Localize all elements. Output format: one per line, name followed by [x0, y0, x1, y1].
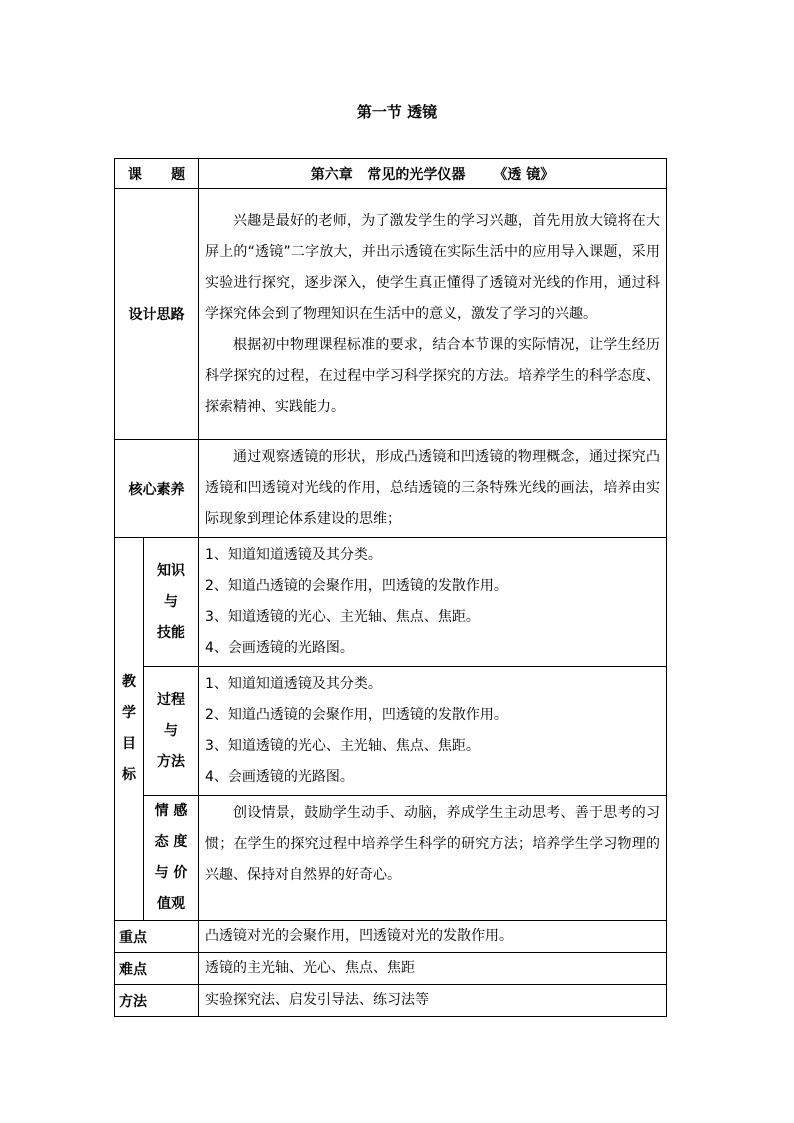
difficulty-row — [115, 953, 667, 985]
list-item: 2、知道凸透镜的会聚作用，凹透镜的发散作用。 — [205, 578, 508, 594]
difficulty-label: 难点 — [115, 953, 199, 985]
design-text — [199, 189, 667, 440]
process-label-line: 与 — [164, 722, 178, 739]
process-label-line: 方法 — [157, 753, 185, 770]
list-item: 1、知道知道透镜及其分类。 — [205, 547, 382, 563]
page-title: 第一节 透镜 — [356, 103, 438, 121]
design-label: 设计思路 — [115, 189, 199, 440]
core-row — [115, 440, 667, 538]
goals-label-char: 教 — [122, 674, 136, 690]
method-label: 方法 — [115, 985, 199, 1017]
attitude-text — [199, 796, 667, 921]
attitude-label — [144, 796, 199, 921]
process-label — [144, 667, 199, 796]
topic-label: 课 题 — [115, 159, 199, 189]
goals-label — [115, 538, 144, 921]
knowledge-label-line: 技能 — [157, 624, 185, 641]
core-paragraph: 通过观察透镜的形状，形成凸透镜和凹透镜的物理概念，通过探究凸透镜和凹透镜对光线的作用，总结透镜的三条特殊光线的画法，培养由实际现象到理论体系建设的思维； — [205, 449, 660, 527]
list-item: 3、知道透镜的光心、主光轴、焦点、焦距。 — [205, 609, 480, 625]
attitude-label-line: 与 价 — [154, 865, 188, 881]
attitude-row — [115, 796, 667, 921]
knowledge-label-line: 与 — [164, 593, 178, 610]
key-text: 凸透镜对光的会聚作用，凹透镜对光的发散作用。 — [199, 921, 667, 953]
process-list — [199, 667, 667, 796]
list-item: 4、会画透镜的光路图。 — [205, 769, 354, 785]
design-paragraph-2: 根据初中物理课程标准的要求，结合本节课的实际情况，让学生经历科学探究的过程，在过程中学习科学探究的方法。培养学生的科学态度、探索精神、实践能力。 — [205, 336, 660, 415]
design-paragraph-1: 兴趣是最好的老师，为了激发学生的学习兴趣，首先用放大镜将在大屏上的“透镜”二字放大，并出示透镜在实际生活中的应用导入课题，采用实验进行探究，逐步深入，使学生真正懂得了透镜对光线的作用，通过科学探究体会到了物理知识在生活中的意义，激发了学习的兴趣。 — [205, 212, 660, 322]
list-item: 2、知道凸透镜的会聚作用，凹透镜的发散作用。 — [205, 707, 508, 723]
list-item: 4、会画透镜的光路图。 — [205, 640, 354, 656]
difficulty-text: 透镜的主光轴、光心、焦点、焦距 — [199, 953, 667, 985]
knowledge-list — [199, 538, 667, 667]
attitude-label-line: 态 度 — [154, 834, 188, 850]
lesson-title: 《透 镜》 — [493, 166, 555, 183]
list-item: 3、知道透镜的光心、主光轴、焦点、焦距。 — [205, 738, 480, 754]
method-row — [115, 985, 667, 1017]
core-text — [199, 440, 667, 538]
key-label: 重点 — [115, 921, 199, 953]
process-row — [115, 667, 667, 796]
process-label-line: 过程 — [157, 691, 185, 708]
method-text: 实验探究法、启发引导法、练习法等 — [199, 985, 667, 1017]
attitude-label-line: 值观 — [157, 896, 185, 912]
attitude-paragraph: 创设情景，鼓励学生动手、动脑，养成学生主动思考、善于思考的习惯；在学生的探究过程中培养学生科学的研究方法；培养学生学习物理的兴趣、保持对自然界的好奇心。 — [205, 805, 660, 883]
attitude-label-line: 情 感 — [154, 803, 188, 819]
topic-value — [199, 159, 667, 189]
goals-label-char: 标 — [122, 767, 136, 783]
knowledge-label — [144, 538, 199, 667]
goals-label-char: 学 — [122, 705, 136, 721]
list-item: 1、知道知道透镜及其分类。 — [205, 676, 382, 692]
knowledge-row — [115, 538, 667, 667]
design-row — [115, 189, 667, 440]
chapter-title: 第六章 常见的光学仪器 — [310, 166, 466, 183]
lesson-plan-table — [114, 158, 667, 1017]
core-label: 核心素养 — [115, 440, 199, 538]
topic-row — [115, 159, 667, 189]
knowledge-label-line: 知识 — [157, 562, 185, 579]
key-row — [115, 921, 667, 953]
goals-label-char: 目 — [122, 736, 136, 752]
